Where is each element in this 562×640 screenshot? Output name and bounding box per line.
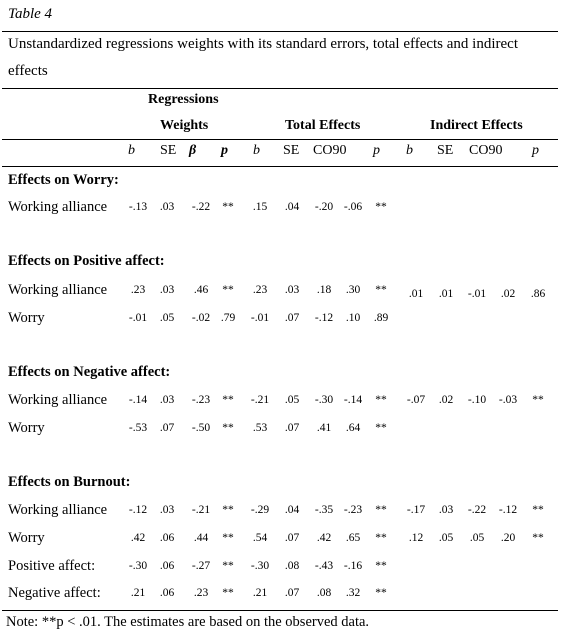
table-cell: -.23	[191, 394, 211, 406]
table-cell: .05	[159, 312, 175, 324]
table-cell: -.30	[314, 394, 334, 406]
section-title: Effects on Worry:	[8, 172, 119, 188]
table-cell: -.53	[128, 422, 148, 434]
table-cell: -.30	[250, 560, 270, 572]
table-cell: .05	[469, 532, 485, 544]
table-cell: -.01	[250, 312, 270, 324]
table-cell: **	[375, 560, 387, 572]
table-cell: .02	[500, 288, 516, 300]
table-cell: -.29	[250, 504, 270, 516]
table-cell: .42	[130, 532, 146, 544]
table-cell: -.14	[343, 394, 363, 406]
table-cell: .08	[284, 560, 300, 572]
table-cell: .23	[130, 284, 146, 296]
table-cell: -.01	[467, 288, 487, 300]
table-cell: -.16	[343, 560, 363, 572]
table-cell: .21	[252, 587, 268, 599]
table-cell: .04	[284, 201, 300, 213]
header-indirect-effects: Indirect Effects	[430, 118, 523, 133]
table-cell: .07	[284, 587, 300, 599]
rule-caption	[2, 88, 558, 89]
table-cell: -.10	[467, 394, 487, 406]
table-cell: **	[375, 201, 387, 213]
table-cell: -.27	[191, 560, 211, 572]
table-cell: **	[222, 532, 234, 544]
table-cell: -.22	[191, 201, 211, 213]
table-cell: .01	[408, 288, 424, 300]
section-title: Effects on Burnout:	[8, 474, 131, 490]
table-cell: .03	[159, 201, 175, 213]
table-cell: .07	[284, 312, 300, 324]
section-title: Effects on Negative affect:	[8, 364, 171, 380]
table-cell: -.01	[128, 312, 148, 324]
column-header: p	[532, 143, 539, 158]
table-cell: -.23	[343, 504, 363, 516]
table-cell: .42	[316, 532, 332, 544]
table-cell: -.12	[498, 504, 518, 516]
column-header: CO90	[469, 143, 503, 158]
table-cell: .46	[193, 284, 209, 296]
table-cell: .10	[345, 312, 361, 324]
column-header: SE	[283, 143, 300, 158]
table-cell: .07	[284, 422, 300, 434]
table-cell: .15	[252, 201, 268, 213]
table-cell: -.02	[191, 312, 211, 324]
rule-group-headers	[2, 139, 558, 140]
row-label: Working alliance	[8, 502, 108, 518]
table-cell: **	[222, 394, 234, 406]
table-cell: -.12	[128, 504, 148, 516]
table-cell: .07	[159, 422, 175, 434]
table-cell: .04	[284, 504, 300, 516]
table-cell: .05	[284, 394, 300, 406]
table-cell: **	[532, 504, 544, 516]
table-cell: **	[222, 504, 234, 516]
table-cell: -.07	[406, 394, 426, 406]
table-cell: .05	[438, 532, 454, 544]
rule-bottom	[2, 610, 558, 611]
table-cell: **	[375, 394, 387, 406]
table-cell: .06	[159, 587, 175, 599]
row-label: Worry	[8, 420, 45, 436]
table-cell: .23	[252, 284, 268, 296]
table-cell: -.14	[128, 394, 148, 406]
header-regressions-line2: Weights	[160, 118, 209, 133]
table-cell: .54	[252, 532, 268, 544]
table-cell: .20	[500, 532, 516, 544]
table-cell: .03	[284, 284, 300, 296]
table-cell: .65	[345, 532, 361, 544]
table-cell: .53	[252, 422, 268, 434]
table-cell: .01	[438, 288, 454, 300]
table-cell: .03	[159, 504, 175, 516]
table-cell: -.30	[128, 560, 148, 572]
table-cell: **	[532, 532, 544, 544]
table-caption-line1: Unstandardized regressions weights with its standard errors, total effects and indirect	[8, 36, 518, 52]
table-label: Table 4	[8, 6, 53, 22]
table-cell: .30	[345, 284, 361, 296]
column-header: CO90	[313, 143, 347, 158]
table-cell: .89	[373, 312, 389, 324]
table-cell: **	[532, 394, 544, 406]
table-cell: .86	[530, 288, 546, 300]
table-cell: .03	[159, 284, 175, 296]
table-cell: .03	[159, 394, 175, 406]
table-caption-line2: effects	[8, 63, 48, 79]
column-header: p	[373, 143, 380, 158]
table-cell: .06	[159, 532, 175, 544]
table-cell: -.43	[314, 560, 334, 572]
table-cell: .23	[193, 587, 209, 599]
table-cell: **	[222, 587, 234, 599]
column-header: b	[406, 143, 413, 158]
header-regressions-line1: Regressions	[148, 92, 219, 107]
header-total-effects: Total Effects	[285, 118, 361, 133]
row-label: Working alliance	[8, 392, 108, 408]
table-cell: -.21	[191, 504, 211, 516]
table-cell: .79	[220, 312, 236, 324]
table-cell: -.12	[314, 312, 334, 324]
table-cell: -.21	[250, 394, 270, 406]
table-note: Note: **p < .01. The estimates are based on the observed data.	[6, 614, 370, 630]
table-cell: -.13	[128, 201, 148, 213]
rule-column-headers	[2, 166, 558, 167]
table-cell: .32	[345, 587, 361, 599]
table-cell: **	[222, 560, 234, 572]
table-cell: -.17	[406, 504, 426, 516]
table-cell: .44	[193, 532, 209, 544]
table-cell: .03	[438, 504, 454, 516]
table-cell: .02	[438, 394, 454, 406]
table-cell: **	[222, 422, 234, 434]
column-header: SE	[160, 143, 177, 158]
table-cell: .08	[316, 587, 332, 599]
table-cell: .21	[130, 587, 146, 599]
table-cell: -.35	[314, 504, 334, 516]
row-label: Worry	[8, 530, 45, 546]
table-cell: .12	[408, 532, 424, 544]
row-label: Working alliance	[8, 199, 108, 215]
table-cell: **	[375, 284, 387, 296]
table-cell: .18	[316, 284, 332, 296]
table-cell: -.03	[498, 394, 518, 406]
section-title: Effects on Positive affect:	[8, 253, 165, 269]
row-label: Negative affect:	[8, 585, 101, 601]
table-cell: .41	[316, 422, 332, 434]
table-cell: **	[222, 201, 234, 213]
table-cell: .64	[345, 422, 361, 434]
row-label: Working alliance	[8, 282, 108, 298]
row-label: Worry	[8, 310, 45, 326]
table-cell: -.22	[467, 504, 487, 516]
rule-top	[2, 31, 558, 32]
table-cell: **	[375, 504, 387, 516]
table-cell: -.06	[343, 201, 363, 213]
table-cell: **	[375, 587, 387, 599]
table-cell: .06	[159, 560, 175, 572]
column-header: b	[128, 143, 135, 158]
table-cell: -.20	[314, 201, 334, 213]
table-cell: -.50	[191, 422, 211, 434]
table-cell: **	[375, 422, 387, 434]
table-cell: **	[222, 284, 234, 296]
column-header: b	[253, 143, 260, 158]
row-label: Positive affect:	[8, 558, 96, 574]
column-header: SE	[437, 143, 454, 158]
table-cell: .07	[284, 532, 300, 544]
column-header: p	[221, 143, 228, 158]
table-cell: **	[375, 532, 387, 544]
column-header: β	[189, 143, 197, 158]
